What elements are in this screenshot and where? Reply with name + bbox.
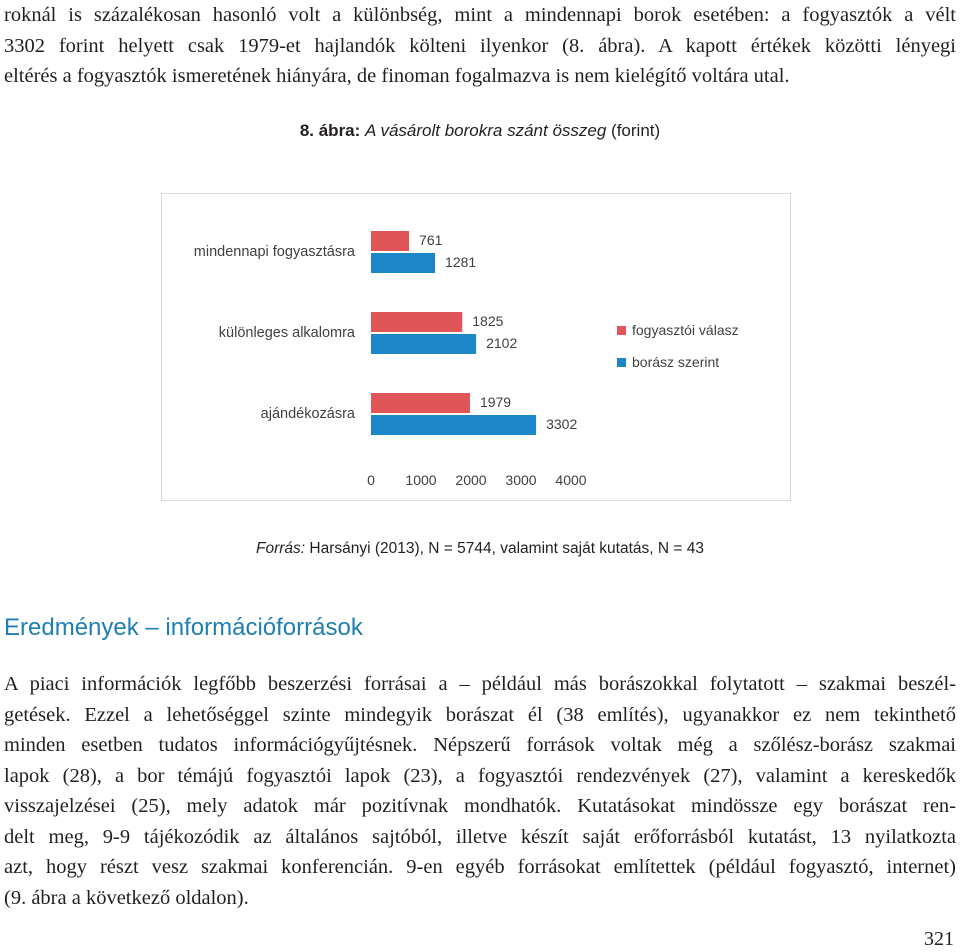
category-label: ajándékozásra — [260, 406, 355, 422]
source-text: Harsányi (2013), N = 5744, valamint saját kutatás, N = 43 — [309, 540, 704, 557]
x-tick-label: 4000 — [555, 472, 587, 488]
text-line: roknál is százalékosan hasonló volt a különbség, mint a mindennapi borok esetében: a fogyasztók a vélt — [4, 4, 956, 26]
source-label: Forrás: — [256, 540, 306, 557]
text-line: (9. ábra a következő oldalon). — [4, 886, 249, 909]
data-label: 2102 — [486, 335, 518, 351]
legend-label: fogyasztói válasz — [632, 322, 739, 338]
data-label: 761 — [419, 232, 443, 248]
section-heading: Eredmények – információforrások — [4, 614, 363, 641]
data-label: 1281 — [445, 254, 477, 270]
figure-number: 8. ábra: — [299, 121, 361, 140]
text-line: lapok (28), a bor témájú fogyasztói lapok (23), a fogyasztói rendezvények (27), valamint a kereskedők — [4, 764, 956, 787]
data-label: 3302 — [546, 416, 578, 432]
bottom-paragraph — [4, 669, 956, 913]
bar — [371, 231, 409, 251]
text-line: minden esetben tudatos információgyűjtésnek. Népszerű források voltak még a szőlész-borász szakmai — [4, 734, 956, 756]
bar — [371, 415, 536, 435]
category-label: különleges alkalomra — [218, 325, 355, 341]
legend-item-borasz — [617, 354, 719, 370]
legend-swatch-blue — [617, 358, 626, 367]
legend-swatch-red — [617, 326, 626, 335]
data-label: 1979 — [479, 394, 512, 410]
text-line: azt, hogy részt vesz szakmai konferencián. 9-en egyéb forrásokat említettek (például fogyasztó, internet) — [4, 856, 956, 878]
x-tick-label: 1000 — [405, 472, 437, 488]
page-number: 321 — [924, 928, 954, 950]
figure-unit: (forint) — [611, 121, 661, 140]
text-line: visszajelzései (25), mely adatok már pozitívnak mondhatók. Kutatásokat mindössze egy borászat ren- — [4, 795, 956, 817]
category-label: mindennapi fogyasztásra — [193, 244, 355, 260]
x-tick-label: 2000 — [455, 472, 487, 488]
text-line: getések. Ezzel a lehetőséggel szinte mindegyik borászat él (38 említés), ugyanakkor ez nem tekinthető — [4, 703, 956, 726]
chart-canvas — [162, 194, 792, 502]
figure-title: A vásárolt borokra szánt összeg — [365, 121, 607, 140]
bar — [371, 312, 462, 332]
text-line: eltérés a fogyasztók ismeretének hiányára, de finoman fogalmazva is nem kielégítő voltára utal. — [4, 65, 790, 87]
data-label: 1825 — [472, 313, 504, 329]
legend-label: borász szerint — [632, 354, 720, 370]
text-line: A piaci információk legfőbb beszerzési forrásai a – például más borászokkal folytatott – szakmai beszél- — [4, 673, 956, 695]
legend-item-fogyasztoi — [617, 322, 739, 338]
text-line: 3302 forint helyett csak 1979-et hajlandók költeni ilyenkor (8. ábra). A kapott értékek közötti lényegi — [4, 34, 956, 57]
bar — [371, 393, 470, 413]
bar — [371, 334, 476, 354]
bar-chart — [161, 193, 791, 501]
bar — [371, 253, 435, 273]
figure-caption — [0, 121, 960, 141]
x-tick-label: 0 — [367, 472, 375, 488]
top-paragraph — [4, 0, 956, 92]
x-tick-label: 3000 — [505, 472, 537, 488]
figure-source — [0, 540, 960, 558]
text-line: delt meg, 9-9 tájékozódik az általános sajtóból, illetve készít saját erőforrásból kutatást, 13 nyilatkozta — [4, 825, 956, 848]
